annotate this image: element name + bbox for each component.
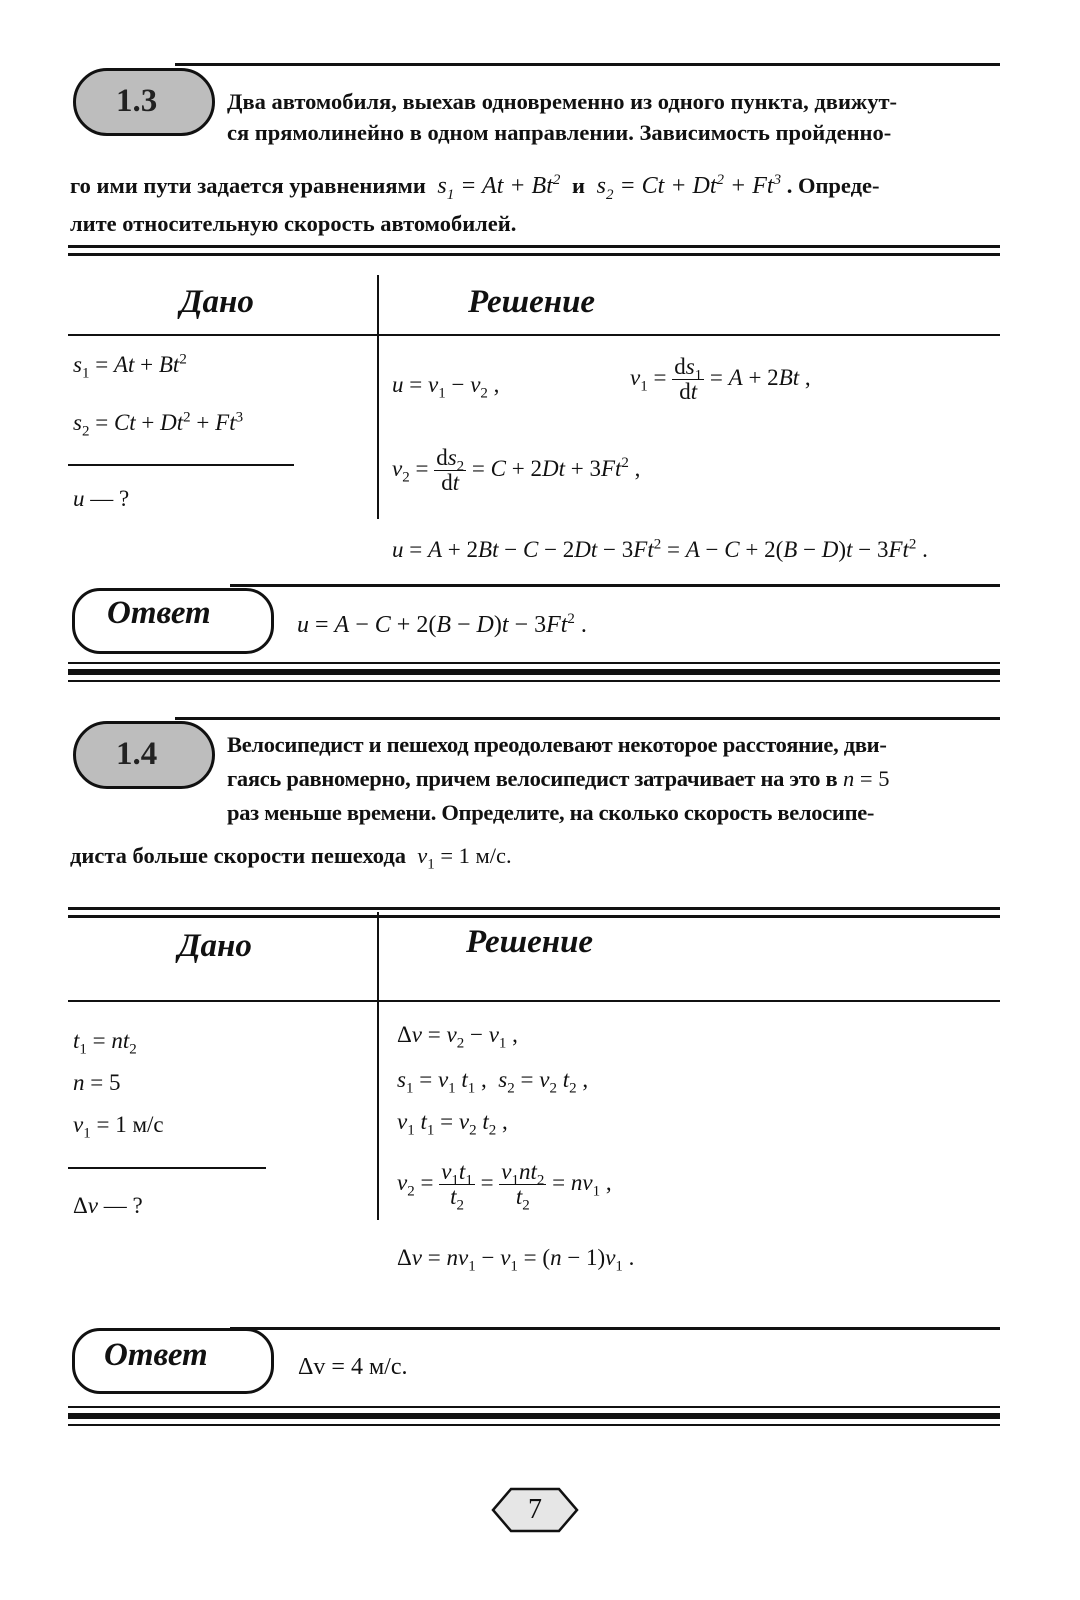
problem-text-line: гаясь равномерно, причем велосипедист затрачивает на это в [227, 766, 838, 791]
inline-formula: $s_2 = Ct + Dt^2 + Ft^3$ [590, 172, 782, 203]
answer-value: $u = A - C + 2(B - D)t - 3Ft^2$ . [297, 611, 587, 638]
given-header: Дано [178, 928, 252, 964]
problem-number-badge [73, 68, 215, 136]
inline-formula: n = 5 [843, 766, 890, 791]
problem-text-line: раз меньше времени. Определите, на сколько скорость велосипе- [227, 800, 875, 825]
solution-step: $v_1$ = $\frac{ds_1}{dt}$ = A + 2Bt , [630, 354, 811, 404]
problem-text-line: Два автомобиля, выехав одновременно из одного пункта, движут- [227, 89, 898, 114]
solution-header: Решение [466, 924, 594, 960]
solution-step: $\Delta v = v_2 - v_1$ , [397, 1022, 518, 1052]
unknown-item: u — ? [73, 486, 130, 511]
answer-top-rule [230, 584, 1000, 587]
table-top-rule [68, 907, 1000, 910]
problem-text-conjunction: и [572, 173, 585, 198]
problem-text-line: Велосипедист и пешеход преодолевают некоторое расстояние, дви- [227, 732, 887, 757]
given-item: $s_1 = At + Bt^2$ [73, 351, 187, 382]
solution-step: $u = A + 2Bt - C - 2Dt - 3Ft^2 = A - C + 2(B - D)t - 3Ft^2$ . [392, 536, 928, 562]
given-item: $v_1 = 1$ м/с [73, 1112, 164, 1142]
answer-label: Ответ [104, 1337, 208, 1373]
section-divider [68, 1424, 1000, 1426]
given-item: n = 5 [73, 1070, 121, 1095]
section-divider [68, 1406, 1000, 1408]
table-top-rule [68, 245, 1000, 248]
solution-step: $v_2$ = $\frac{v_1t_1}{t_2}$ = $\frac{v_1nt_2}{t_2}$ = $nv_1$ , [397, 1159, 612, 1214]
problem-text-line [227, 763, 889, 794]
problem-text-line: го ими пути задается уравнениями [70, 173, 426, 198]
problem-text-line: диста больше скорости пешехода [70, 843, 406, 868]
answer-top-rule [230, 1327, 1000, 1330]
section-divider [68, 680, 1000, 682]
section-divider [68, 1413, 1000, 1419]
solution-step: $u = v_1 - v_2$ , [392, 372, 500, 402]
solution-step: $v_1$ $t_1 = v_2$ $t_2$ , [397, 1109, 508, 1139]
inline-formula: $v_1 = 1$ м/с. [417, 843, 512, 873]
solution-header: Решение [468, 284, 596, 320]
section-divider [68, 669, 1000, 675]
page-number-badge [491, 1487, 579, 1533]
unknown-item: Δv — ? [73, 1193, 143, 1218]
given-item: $t_1 = nt_2$ [73, 1028, 137, 1058]
solution-step: $\Delta v = nv_1 - v_1 = (n - 1)v_1$ . [397, 1245, 635, 1275]
table-column-divider [377, 912, 379, 1220]
problem-text-line [70, 170, 879, 202]
solution-step: $s_1 = v_1$ $t_1$ , $s_2 = v_2$ $t_2$ , [397, 1067, 589, 1097]
problem-number: 1.3 [116, 83, 158, 119]
table-header-rule [68, 1000, 1000, 1002]
table-header-rule [68, 334, 1000, 336]
top-rule [175, 717, 1000, 720]
problem-text-line: лите относительную скорость автомобилей. [70, 211, 517, 236]
table-top-rule [68, 915, 1000, 918]
top-rule [175, 63, 1000, 66]
given-item: $s_2 = Ct + Dt^2 + Ft^3$ [73, 409, 244, 440]
inline-formula: $s_1 = At + Bt^2$ [431, 172, 561, 203]
problem-number: 1.4 [116, 736, 158, 772]
answer-value: Δv = 4 м/с. [298, 1354, 408, 1380]
problem-text-line: ся прямолинейно в одном направлении. Зависимость пройденно- [227, 120, 892, 145]
problem-text-line [70, 840, 512, 871]
solution-step: $v_2$ = $\frac{ds_2}{dt}$ = $C + 2Dt + 3Ft^2$ , [392, 445, 641, 495]
given-separator [68, 464, 294, 466]
page-number: 7 [528, 1494, 542, 1525]
given-separator [68, 1167, 266, 1169]
section-divider [68, 662, 1000, 664]
given-header: Дано [180, 284, 254, 320]
table-top-rule [68, 253, 1000, 256]
problem-number-badge [73, 721, 215, 789]
table-column-divider [377, 275, 379, 519]
answer-label: Ответ [107, 595, 211, 631]
problem-text-line: . Опреде- [786, 173, 880, 198]
